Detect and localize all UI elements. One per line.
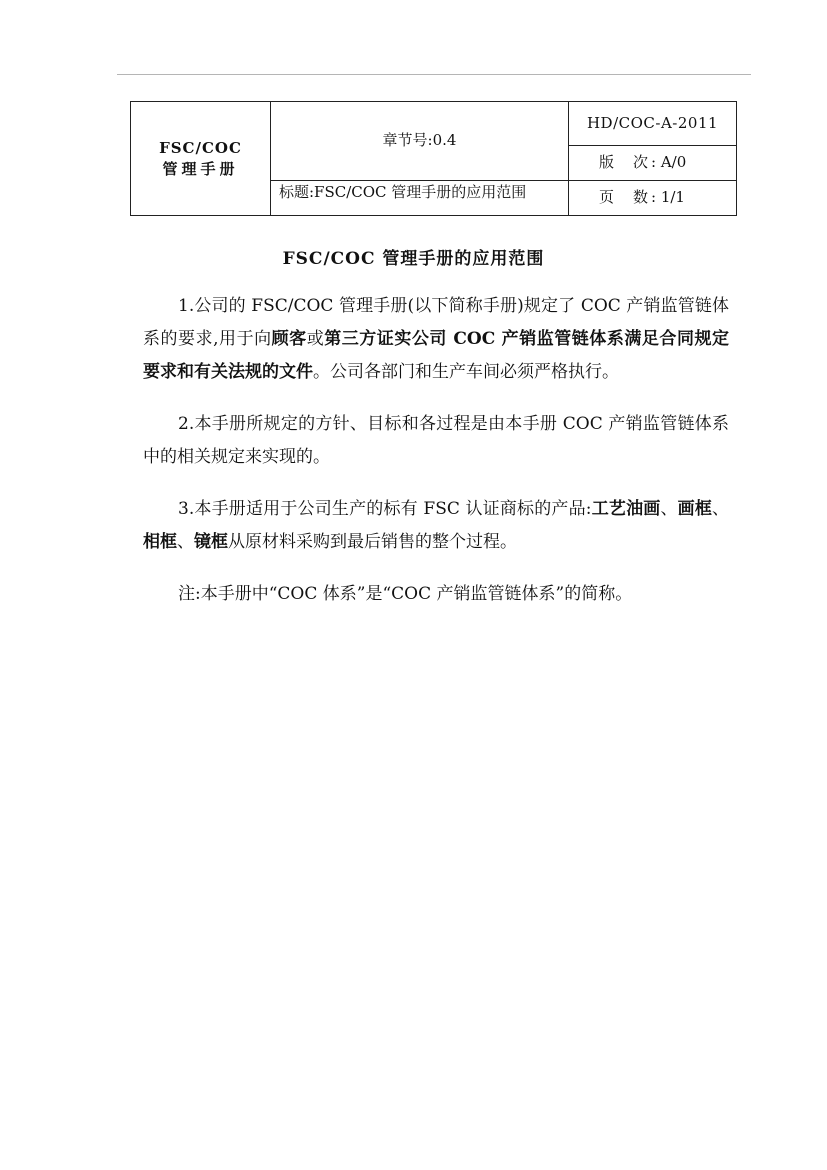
section-title: 标题:FSC/COC 管理手册的应用范围 xyxy=(271,181,569,216)
org-cell xyxy=(131,102,271,216)
note-paragraph: 注:本手册中“COC 体系”是“COC 产销监管链体系”的简称。 xyxy=(178,584,633,604)
document-code: HD/COC-A-2011 xyxy=(569,102,737,146)
page-cell xyxy=(569,181,737,216)
paragraph-3: 3.本手册适用于公司生产的标有 FSC 认证商标的产品:工艺油画、画框、相框、镜框从原材料采购到最后销售的整个过程。 xyxy=(143,499,730,552)
version-label: 版 次 xyxy=(599,153,651,172)
page-label: 页 数 xyxy=(599,188,651,207)
version-cell xyxy=(569,146,737,181)
document-title: FSC/COC 管理手册的应用范围 xyxy=(282,249,545,269)
header-rule xyxy=(117,74,751,75)
org-name: FSC/COC xyxy=(159,139,242,158)
manual-name: 管理手册 xyxy=(162,159,239,178)
paragraph-1: 1.公司的 FSC/COC 管理手册(以下简称手册)规定了 COC 产销监管链体系的要求,用于向顾客或第三方证实公司 COC 产销监管链体系满足合同规定要求和有关法规的文件。公司各部门和生产车间必须严格执行。 xyxy=(143,296,729,382)
version-value: : A/0 xyxy=(651,153,687,172)
page-value: : 1/1 xyxy=(651,188,685,207)
chapter-number: 章节号:0.4 xyxy=(271,102,569,181)
paragraph-2: 2.本手册所规定的方针、目标和各过程是由本手册 COC 产销监管链体系中的相关规定来实现的。 xyxy=(143,414,729,467)
document-body xyxy=(143,290,729,630)
document-header-table xyxy=(130,101,737,216)
